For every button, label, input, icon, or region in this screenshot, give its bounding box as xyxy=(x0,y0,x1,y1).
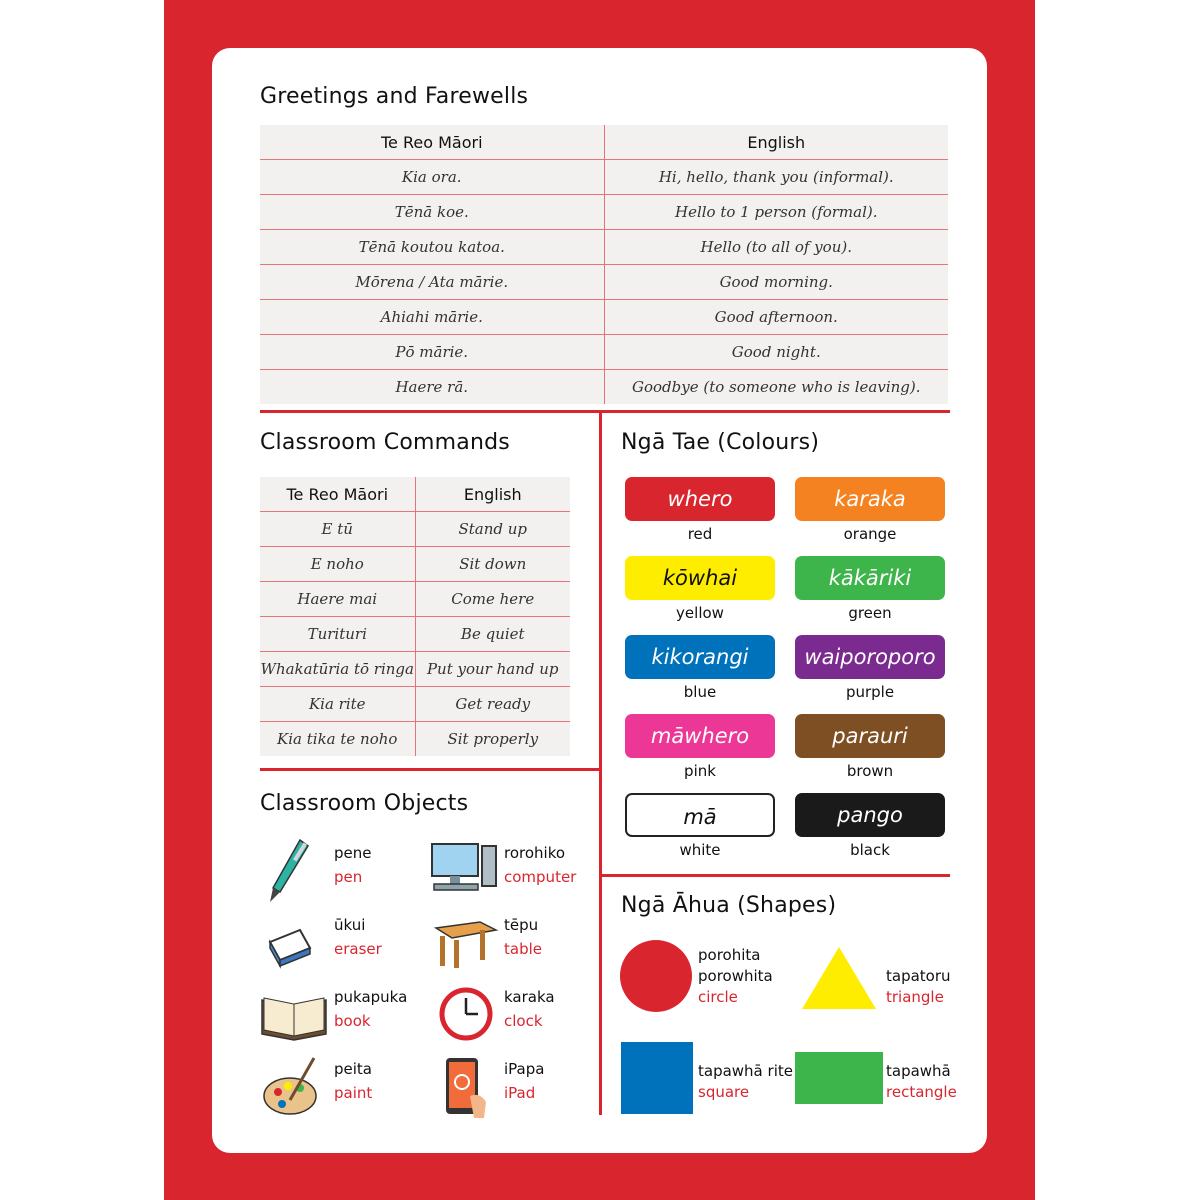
book-icon xyxy=(260,980,330,1050)
english-cell: Hello (to all of you). xyxy=(604,230,948,265)
section-divider xyxy=(260,410,950,413)
table-row xyxy=(260,547,570,582)
english-cell: Hello to 1 person (formal). xyxy=(604,195,948,230)
maori-cell: Tēnā koe. xyxy=(260,195,604,230)
english-cell: Come here xyxy=(415,582,570,617)
colour-english: orange xyxy=(843,525,897,543)
maori-cell: Kia tika te noho xyxy=(260,722,415,757)
colour-swatch: mā xyxy=(625,793,775,837)
shape-label xyxy=(886,966,951,1008)
shape-maori: porohita xyxy=(698,946,761,964)
commands-title: Classroom Commands xyxy=(260,430,510,455)
colour-swatch: karaka xyxy=(795,477,945,521)
colour-swatch: pango xyxy=(795,793,945,837)
object-english: table xyxy=(504,940,542,958)
table-row xyxy=(260,230,948,265)
table-row xyxy=(260,300,948,335)
section-divider xyxy=(260,768,600,771)
colour-item xyxy=(785,556,955,622)
greetings-title: Greetings and Farewells xyxy=(260,84,529,109)
object-item xyxy=(260,1052,420,1122)
colour-english: green xyxy=(848,604,892,622)
object-item xyxy=(430,836,590,906)
colour-item xyxy=(615,714,785,780)
english-cell: Goodbye (to someone who is leaving). xyxy=(631,378,921,396)
colour-english: purple xyxy=(845,683,895,701)
column-header: Te Reo Māori xyxy=(260,477,415,512)
maori-cell: Ahiahi mārie. xyxy=(260,300,604,335)
maori-cell: E tū xyxy=(260,512,415,547)
maori-cell: Pō mārie. xyxy=(260,335,604,370)
shape-label xyxy=(698,1061,793,1103)
section-divider xyxy=(601,874,950,877)
english-cell: Sit down xyxy=(415,547,570,582)
object-item xyxy=(430,980,590,1050)
object-english: computer xyxy=(504,868,577,886)
table-row xyxy=(260,652,570,687)
colour-english: red xyxy=(687,525,713,543)
table-row xyxy=(260,512,570,547)
colour-swatch: parauri xyxy=(795,714,945,758)
triangle-shape xyxy=(800,945,878,1011)
shape-maori: tapawhā rite xyxy=(698,1062,793,1080)
colour-english: black xyxy=(850,841,890,859)
table-row xyxy=(260,370,948,405)
object-item xyxy=(260,836,420,906)
colour-english: brown xyxy=(846,762,894,780)
maori-cell: Kia rite xyxy=(260,687,415,722)
shape-maori: porowhita xyxy=(698,967,773,985)
english-cell: Be quiet xyxy=(415,617,570,652)
maori-cell: Turituri xyxy=(260,617,415,652)
table-row xyxy=(260,265,948,300)
colour-item xyxy=(785,477,955,543)
table-row xyxy=(260,582,570,617)
colour-item xyxy=(615,635,785,701)
shape-maori: tapawhā xyxy=(886,1062,951,1080)
eraser-icon xyxy=(260,908,330,978)
objects-title: Classroom Objects xyxy=(260,791,469,816)
english-cell: Good morning. xyxy=(604,265,948,300)
greetings-table xyxy=(260,125,948,404)
column-divider xyxy=(599,410,602,1115)
table-row xyxy=(260,335,948,370)
object-english: clock xyxy=(504,1012,543,1030)
shape-maori: tapatoru xyxy=(886,967,951,985)
object-maori: rorohiko xyxy=(504,844,566,862)
english-cell: Hi, hello, thank you (informal). xyxy=(604,160,948,195)
object-maori: iPapa xyxy=(504,1060,545,1078)
colour-item xyxy=(785,635,955,701)
circle-shape xyxy=(620,940,692,1012)
object-maori: pene xyxy=(334,844,372,862)
object-item xyxy=(430,908,590,978)
english-cell: Stand up xyxy=(415,512,570,547)
column-header: English xyxy=(604,125,948,160)
colour-swatch: whero xyxy=(625,477,775,521)
object-maori: ūkui xyxy=(334,916,366,934)
object-english: paint xyxy=(334,1084,373,1102)
column-header: English xyxy=(415,477,570,512)
maori-cell: Tēnā koutou katoa. xyxy=(260,230,604,265)
english-cell: Sit properly xyxy=(447,730,539,748)
object-item xyxy=(260,908,420,978)
object-english: eraser xyxy=(334,940,382,958)
table-row xyxy=(260,722,570,757)
shape-english: rectangle xyxy=(886,1083,957,1101)
object-item xyxy=(430,1052,590,1122)
english-cell: Get ready xyxy=(415,687,570,722)
computer-icon xyxy=(430,836,500,906)
colour-item xyxy=(615,793,785,859)
square-shape xyxy=(621,1042,693,1114)
colour-swatch: kōwhai xyxy=(625,556,775,600)
colour-swatch: kikorangi xyxy=(625,635,775,679)
column-header: Te Reo Māori xyxy=(260,125,604,160)
clock-icon xyxy=(430,980,500,1050)
ipad-icon xyxy=(430,1052,500,1122)
commands-table xyxy=(260,477,570,756)
english-cell: Put your hand up xyxy=(415,652,570,687)
object-maori: karaka xyxy=(504,988,555,1006)
object-english: pen xyxy=(334,868,363,886)
shape-english: square xyxy=(698,1083,750,1101)
table-icon xyxy=(430,908,500,978)
object-english: book xyxy=(334,1012,371,1030)
colour-english: yellow xyxy=(676,604,724,622)
object-english: iPad xyxy=(504,1084,536,1102)
maori-cell: Haere mai xyxy=(260,582,415,617)
table-row xyxy=(260,160,948,195)
table-row xyxy=(260,617,570,652)
colour-item xyxy=(785,793,955,859)
object-maori: peita xyxy=(334,1060,372,1078)
object-maori: tēpu xyxy=(504,916,539,934)
colour-english: pink xyxy=(684,762,716,780)
table-row xyxy=(260,687,570,722)
shape-label xyxy=(698,945,773,1008)
paint-palette-icon xyxy=(260,1052,330,1122)
object-item xyxy=(260,980,420,1050)
colour-english: white xyxy=(679,841,721,859)
pen-icon xyxy=(260,836,330,906)
colours-title: Ngā Tae (Colours) xyxy=(621,430,820,455)
colour-swatch: māwhero xyxy=(625,714,775,758)
colour-item xyxy=(615,477,785,543)
maori-cell: Haere rā. xyxy=(260,370,604,405)
english-cell: Good afternoon. xyxy=(604,300,948,335)
shape-label xyxy=(886,1061,957,1103)
maori-cell: E noho xyxy=(260,547,415,582)
colour-swatch: kākāriki xyxy=(795,556,945,600)
shape-english: circle xyxy=(698,988,738,1006)
object-maori: pukapuka xyxy=(334,988,408,1006)
colour-english: blue xyxy=(683,683,717,701)
colour-item xyxy=(785,714,955,780)
english-cell: Good night. xyxy=(604,335,948,370)
colour-item xyxy=(615,556,785,622)
maori-cell: Kia ora. xyxy=(260,160,604,195)
rectangle-shape xyxy=(795,1052,883,1104)
shape-english: triangle xyxy=(886,988,944,1006)
maori-cell: Whakatūria tō ringa xyxy=(260,652,415,687)
maori-cell: Mōrena / Ata mārie. xyxy=(260,265,604,300)
table-row xyxy=(260,195,948,230)
colour-swatch: waiporoporo xyxy=(795,635,945,679)
shapes-title: Ngā Āhua (Shapes) xyxy=(621,893,837,918)
